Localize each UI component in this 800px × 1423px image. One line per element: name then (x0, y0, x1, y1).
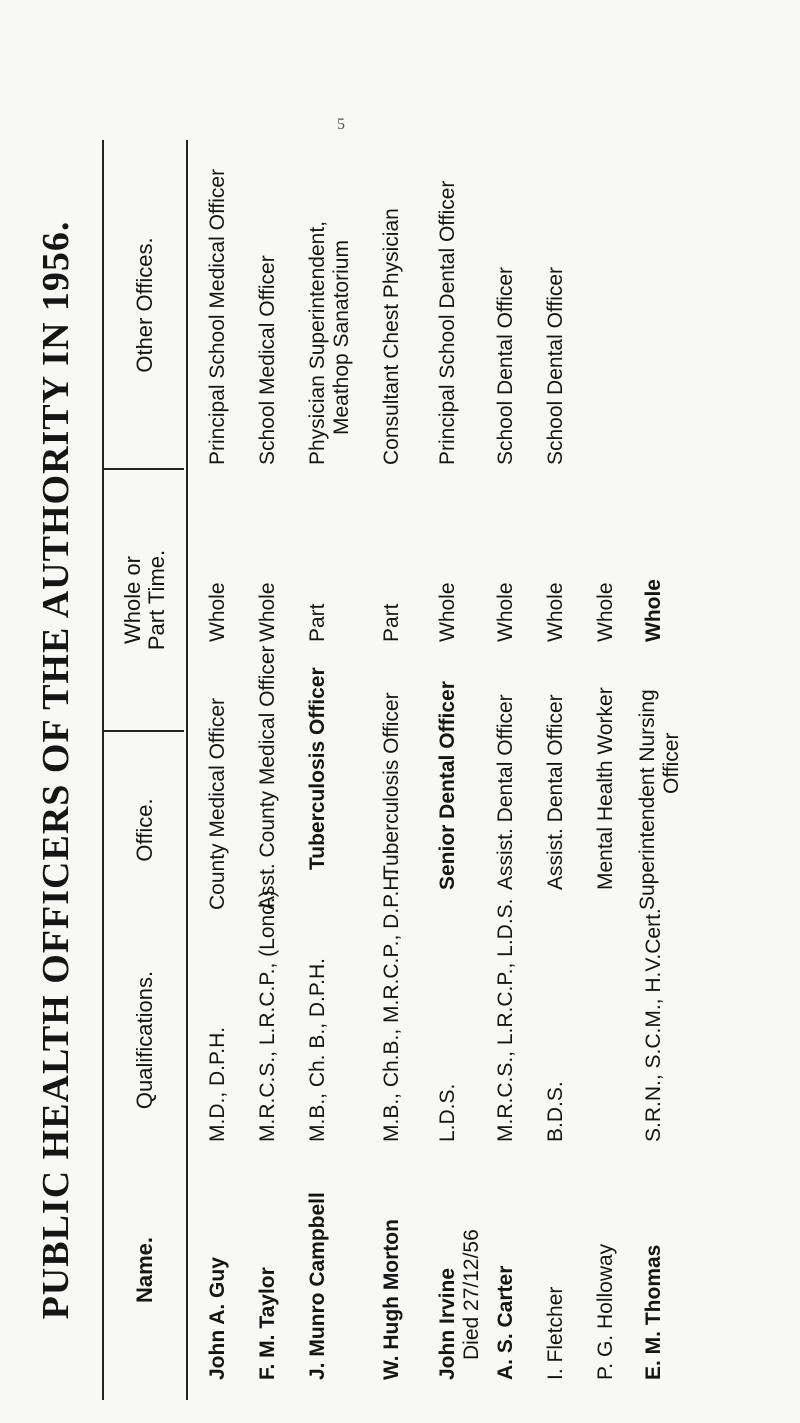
row-5-name: John Irvine (436, 1267, 459, 1380)
row-2-time: Whole (256, 582, 279, 642)
row-6-time: Whole (494, 582, 517, 642)
row-3-office: Tuberculosis Officer (306, 667, 329, 870)
row-5-other: Principal School Dental Officer (436, 180, 459, 465)
row-1-other: Principal School Medical Officer (206, 168, 229, 465)
row-2-qualifications: M.R.C.S., L.R.C.P., (Lond.) (256, 890, 279, 1142)
row-7-name: I. Fletcher (544, 1286, 567, 1380)
row-5-name-note: Died 27/12/56 (460, 1229, 483, 1360)
row-9-office: Superintendent Nursing (636, 689, 659, 910)
row-3-time: Part (306, 603, 329, 642)
row-7-other: School Dental Officer (544, 266, 567, 465)
row-7-office: Assist. Dental Officer (544, 694, 567, 890)
row-4-time: Part (380, 603, 403, 642)
row-2-office: Asst. County Medical Officer (256, 645, 279, 910)
row-8-name: P. G. Holloway (594, 1243, 617, 1380)
page-title: PUBLIC HEALTH OFFICERS OF THE AUTHORITY IN 1956. (35, 220, 77, 1320)
row-2-other: School Medical Officer (256, 255, 279, 465)
row-4-office: Tuberculosis Officer (380, 692, 403, 878)
row-5-office: Senior Dental Officer (436, 681, 459, 890)
row-6-name: A. S. Carter (494, 1265, 517, 1380)
row-5-time: Whole (436, 582, 459, 642)
row-8-time: Whole (594, 582, 617, 642)
row-4-other: Consultant Chest Physician (380, 208, 403, 465)
row-8-office: Mental Health Worker (594, 687, 617, 890)
header-rule (186, 140, 188, 1400)
row-6-office: Assist. Dental Officer (494, 694, 517, 890)
row-6-qualifications: M.R.C.S., L.R.C.P., L.D.S. (494, 898, 517, 1142)
row-1-name: John A. Guy (206, 1257, 229, 1380)
row-4-qualifications: M.B., Ch.B., M.R.C.P., D.P.H. (380, 869, 403, 1142)
row-5-qualifications: L.D.S. (436, 1083, 459, 1142)
header-other-offices: Other Offices. (131, 237, 157, 373)
row-7-time: Whole (544, 582, 567, 642)
row-3-name: J. Munro Campbell (306, 1192, 329, 1380)
row-1-office: County Medical Officer (206, 697, 229, 910)
row-3-other-note: Meathop Sanatorium (330, 240, 353, 435)
row-9-qualifications: S.R.N., S.C.M., H.V.Cert. (642, 908, 665, 1142)
header-office: Office. (131, 798, 157, 862)
row-3-qualifications: M.B., Ch. B., D.P.H. (306, 958, 329, 1142)
row-2-name: F. M. Taylor (256, 1267, 279, 1380)
row-4-name: W. Hugh Morton (380, 1219, 403, 1380)
header-qualifications: Qualifications. (131, 970, 157, 1110)
rotated-table-page (30, 130, 690, 1400)
row-9-name: E. M. Thomas (642, 1244, 665, 1380)
page-number: 5 (337, 116, 345, 133)
row-7-qualifications: B.D.S. (544, 1081, 567, 1142)
row-3-other: Physician Superintendent, (306, 221, 329, 465)
row-6-other: School Dental Officer (494, 266, 517, 465)
row-1-time: Whole (206, 582, 229, 642)
header-name: Name. (131, 1236, 157, 1304)
header-whole-or-part-time: Whole or Part Time. (119, 549, 169, 651)
table-top-rule (102, 140, 104, 1400)
row-9-time: Whole (642, 579, 665, 642)
row-1-qualifications: M.D., D.P.H. (206, 1026, 229, 1142)
row-9-office-note: Officer (660, 732, 683, 794)
